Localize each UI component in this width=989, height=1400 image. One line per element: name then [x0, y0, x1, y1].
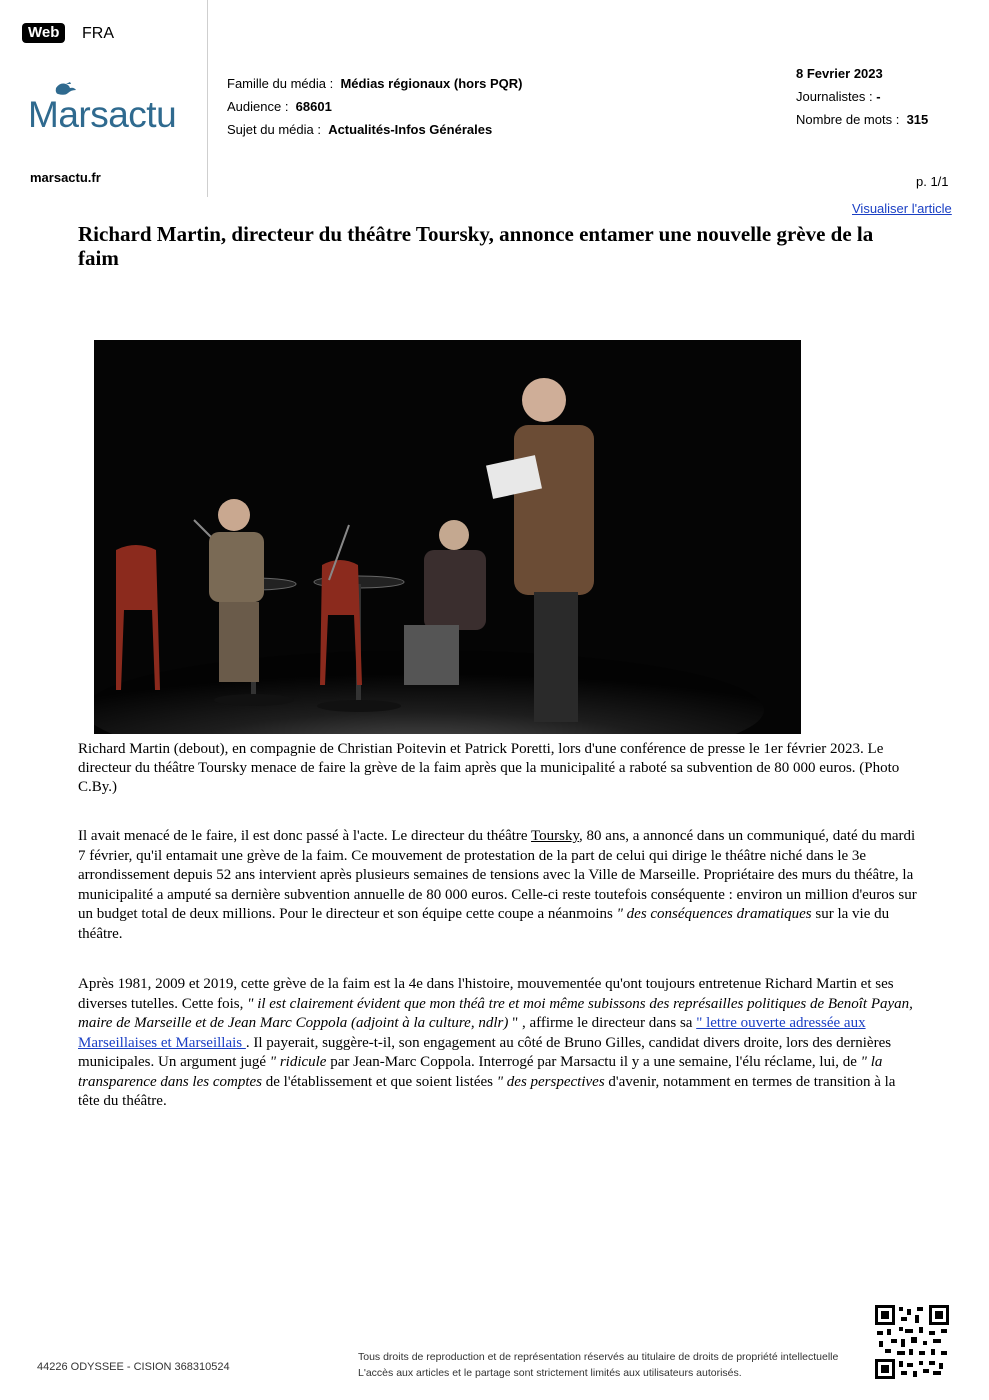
meta-row: Famille du média : Médias régionaux (hors PQR) — [227, 76, 523, 91]
marsactu-logo — [28, 78, 188, 138]
word-count-value: 315 — [906, 112, 929, 127]
journalists-value: - — [876, 89, 881, 104]
footer-id: 44226 ODYSSEE - CISION 368310524 — [37, 1361, 230, 1373]
web-badge: Web — [22, 23, 65, 43]
page-number: p. 1/1 — [916, 174, 949, 189]
quote: " des perspectives — [496, 1073, 605, 1090]
article-date: 8 Fevrier 2023 — [796, 66, 883, 81]
quote: " la transparence dans les comptes — [78, 1054, 883, 1090]
logo-text: Marsactu — [28, 94, 177, 135]
toursky-link[interactable]: Toursky — [531, 828, 580, 844]
quote: " ridicule — [269, 1054, 327, 1070]
paragraph-1: Il avait menacé de le faire, il est donc passé à l'acte. Le directeur du théâtre Toursky, 80 ans, a annoncé dans un communiqué, daté du mardi 7 février, qu'il entamait une grève de la faim. Ce mouvement de protestation de la part de celui qui dirige le théâtre niché dans le 3e arrondissement depuis 52 ans intervient après plusieurs semaines de tensions avec la Ville de Marseille. Propriétaire des murs du théâtre, la municipalité a amputé sa dernière subvention annuelle de 80 000 euros. Celle-ci reste toutefois conséquente : environ un million d'euros sur un budget total de deux millions. Pour le directeur et son équipe cette coupe a néanmoins " des conséquences dramatiques sur la vie du théâtre. — [78, 828, 917, 942]
photo-caption: Richard Martin (debout), en compagnie de Christian Poitevin et Patrick Poretti, lors d'une conférence de presse le 1er février 2023. Le directeur du théâtre Toursky menace de faire la grève de la faim après que la municipalité a raboté sa subvention de 80 000 euros. (Photo C.By.) — [78, 741, 900, 795]
quote: " il est clairement évident que mon théâ tre et moi même subissons des représailles politiques de Benoît Payan, maire de Marseille et de Jean Marc Coppola (adjoint à la culture, ndlr) — [78, 995, 913, 1031]
open-letter-link[interactable]: " lettre ouverte adressée aux Marseillaises et Marseillais — [78, 1015, 866, 1051]
journalists-label: Journalistes : — [796, 89, 873, 104]
quote: " des conséquences dramatiques — [616, 906, 812, 922]
article-title: Richard Martin, directeur du théâtre Toursky, annonce entamer une nouvelle grève de la faim — [78, 222, 874, 270]
meta-row: Audience : 68601 — [227, 99, 332, 114]
site-name: marsactu.fr — [30, 170, 101, 185]
article-photo — [94, 340, 801, 734]
language-label: FRA — [82, 25, 114, 42]
header-divider — [207, 0, 208, 197]
word-count-label: Nombre de mots : — [796, 112, 900, 127]
qr-code-icon — [875, 1305, 949, 1379]
article-meta — [796, 62, 928, 131]
view-article-link[interactable]: Visualiser l'article — [852, 201, 952, 216]
media-meta — [227, 72, 523, 141]
footer-rights: Tous droits de reproduction et de représentation réservés au titulaire de droits de propriété intellectuelle L'accès aux articles et le partage sont strictement limités aux utilisateurs autorisés. — [358, 1351, 839, 1379]
paragraph-2: Après 1981, 2009 et 2019, cette grève de la faim est la 4e dans l'histoire, mouvementée qu'ont toujours entretenue Richard Martin et ses diverses tutelles. Cette fois, " il est clairement évident que mon théâ tre et moi même subissons des représailles politiques de Benoît Payan, maire de Marseille et de Jean Marc Coppola (adjoint à la culture, ndlr) " , affirme le directeur dans sa " lettre ouverte adressée aux Marseillaises et Marseillais . Il payerait, suggère-t-il, son engagement au côté de Bruno Gilles, candidat divers droite, lors des dernières municipales. Un argument jugé " ridicule par Jean-Marc Coppola. Interrogé par Marsactu il y a une semaine, l'élu réclame, lui, de " la transparence dans les comptes de l'établissement et que soient listées " des perspectives d'avenir, notamment en termes de transition à la tête du théâtre. — [78, 976, 913, 1109]
meta-row: Sujet du média : Actualités-Infos Générales — [227, 122, 493, 137]
